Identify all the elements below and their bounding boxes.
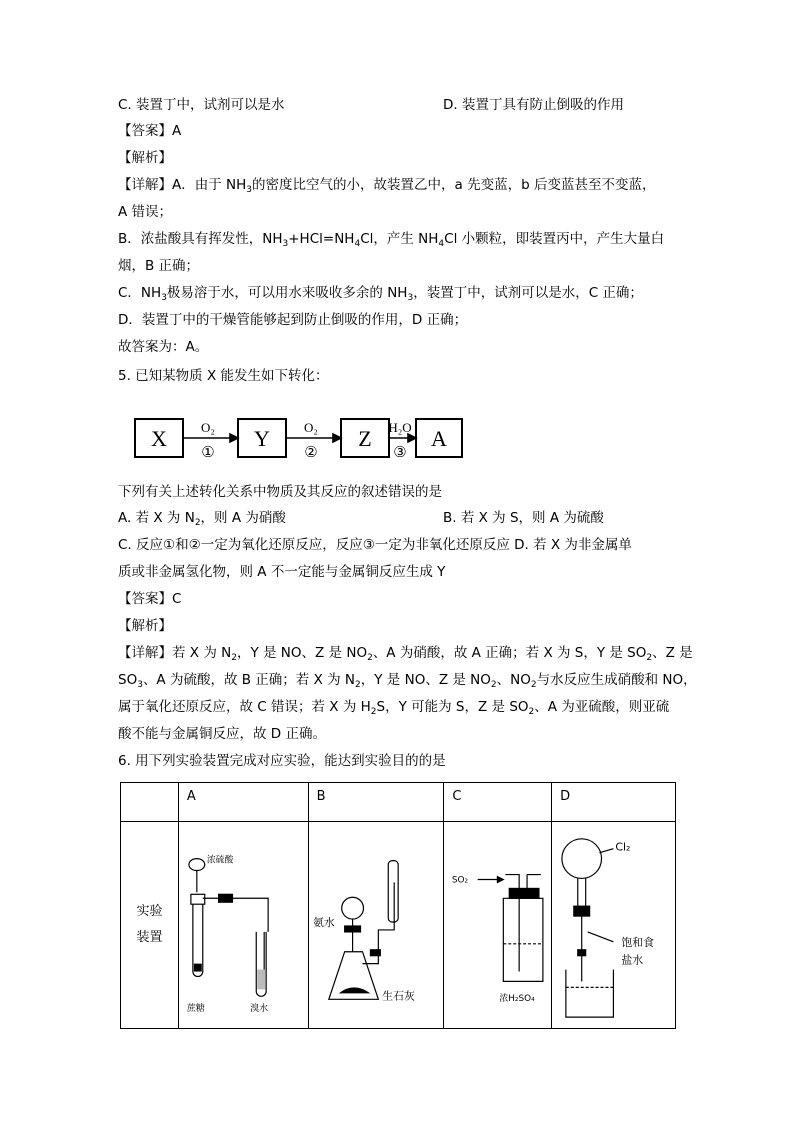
q5-option-d-cont: 质或非金属氢化物，则 A 不一定能与金属铜反应生成 Y <box>118 564 446 580</box>
step-2: ② <box>304 445 318 461</box>
q4-analysis-heading: 【解析】 <box>118 150 172 166</box>
q4-detail-a-cont: A 错误； <box>118 204 173 220</box>
box-z: Z <box>358 426 372 451</box>
q5-answer: 【答案】C <box>118 591 182 607</box>
row-label: 实验 装置 <box>121 822 179 1029</box>
header-b: B <box>308 783 444 822</box>
box-x: X <box>151 426 167 451</box>
q4-detail-d: D．装置丁中的干燥管能够起到防止倒吸的作用，D 正确； <box>118 312 468 328</box>
label-conc-h2so4: 浓H₂SO₄ <box>499 994 536 1005</box>
apparatus-a-drawing <box>179 822 308 1028</box>
label-conc-sulfuric: 浓硫酸 <box>206 855 234 866</box>
label-cl2: Cl₂ <box>615 840 631 854</box>
table-apparatus-row <box>121 822 676 1029</box>
label-saturated-salt-1: 饱和食 <box>621 935 655 949</box>
q4-detail-b-cont: 烟，B 正确； <box>118 258 200 274</box>
box-y: Y <box>254 426 270 451</box>
apparatus-d-drawing <box>552 822 675 1028</box>
apparatus-b-drawing <box>309 822 444 1028</box>
q4-detail-c: C．$NH_3$极易溶于水，可以用水来吸收多余的 $NH_3$，装置丁中，试剂可以是水，C 正确； <box>118 285 643 303</box>
header-a: A <box>178 783 308 822</box>
q6-stem: 6. 用下列实验装置完成对应实验，能达到实验目的的是 <box>118 753 446 769</box>
label-sucrose: 蔗糖 <box>186 1004 205 1015</box>
q5-detail-2: $SO_3$、A 为硫酸，故 B 正确；若 X 为 $N_2$，Y 是 NO、Z 是 $NO_2$、$NO_2$与水反应生成硝酸和 NO， <box>118 672 697 690</box>
q5-analysis-heading: 【解析】 <box>118 618 172 634</box>
q5-detail-3: 属于氧化还原反应，故 C 错误；若 X 为 $H_2S$，Y 可能为 S，Z 是 $SO_2$、A 为亚硫酸，则亚硫 <box>118 699 670 717</box>
q4-conclusion: 故答案为：A。 <box>118 339 209 355</box>
apparatus-c-drawing <box>444 822 551 1028</box>
header-d: D <box>552 783 676 822</box>
step-1: ① <box>201 445 215 461</box>
q5-detail-4: 酸不能与金属铜反应，故 D 正确。 <box>118 726 326 742</box>
q5-detail-1: 【详解】若 X 为 $N_2$，Y 是 NO、Z 是 $NO_2$、A 为硝酸，故 A 正确；若 X 为 S，Y 是 $SO_2$、Z 是 <box>118 645 693 663</box>
q4-answer: 【答案】A <box>118 123 182 139</box>
label-saturated-salt-2: 盐水 <box>621 953 644 967</box>
q5-option-c: C. 反应①和②一定为氧化还原反应，反应③一定为非氧化还原反应 D. 若 X 为非金属单 <box>118 537 632 553</box>
apparatus-b <box>308 822 444 1029</box>
reagent-3: H₂O <box>388 420 412 435</box>
apparatus-a <box>178 822 308 1029</box>
label-quicklime: 生石灰 <box>381 989 415 1003</box>
apparatus-d <box>552 822 676 1029</box>
header-blank <box>121 783 179 822</box>
q4-detail-b: B．浓盐酸具有挥发性，$NH_3+HCl=NH_4Cl$，产生 $NH_4Cl$ 小颗粒，即装置丙中，产生大量白 <box>118 231 665 249</box>
label-so2: SO₂ <box>452 875 469 886</box>
box-a: A <box>431 426 447 451</box>
q4-option-c: C. 装置丁中，试剂可以是水 <box>118 97 285 113</box>
apparatus-c <box>444 822 552 1029</box>
q6-apparatus-table <box>120 782 676 1029</box>
q4-option-d: D. 装置丁具有防止倒吸的作用 <box>443 97 624 113</box>
label-bromine-water: 溴水 <box>250 1004 269 1015</box>
q5-option-a: A. 若 X 为 $N_2$，则 A 为硝酸 <box>118 510 286 528</box>
q4-detail-a: 【详解】A．由于 $NH_3$的密度比空气的小，故装置乙中，a 先变蓝，b 后变蓝甚至不变蓝， <box>118 177 656 195</box>
q5-option-b: B. 若 X 为 S，则 A 为硫酸 <box>443 510 604 526</box>
table-header-row <box>121 783 676 822</box>
q5-conversion-diagram <box>134 405 464 463</box>
q5-stem: 5. 已知某物质 X 能发生如下转化： <box>118 368 329 384</box>
q5-question: 下列有关上述转化关系中物质及其反应的叙述错误的是 <box>118 484 442 500</box>
label-ammonia: 氨水 <box>312 915 335 929</box>
reagent-2: O₂ <box>304 420 318 435</box>
step-3: ③ <box>393 445 407 461</box>
reagent-1: O₂ <box>201 420 215 435</box>
header-c: C <box>444 783 552 822</box>
